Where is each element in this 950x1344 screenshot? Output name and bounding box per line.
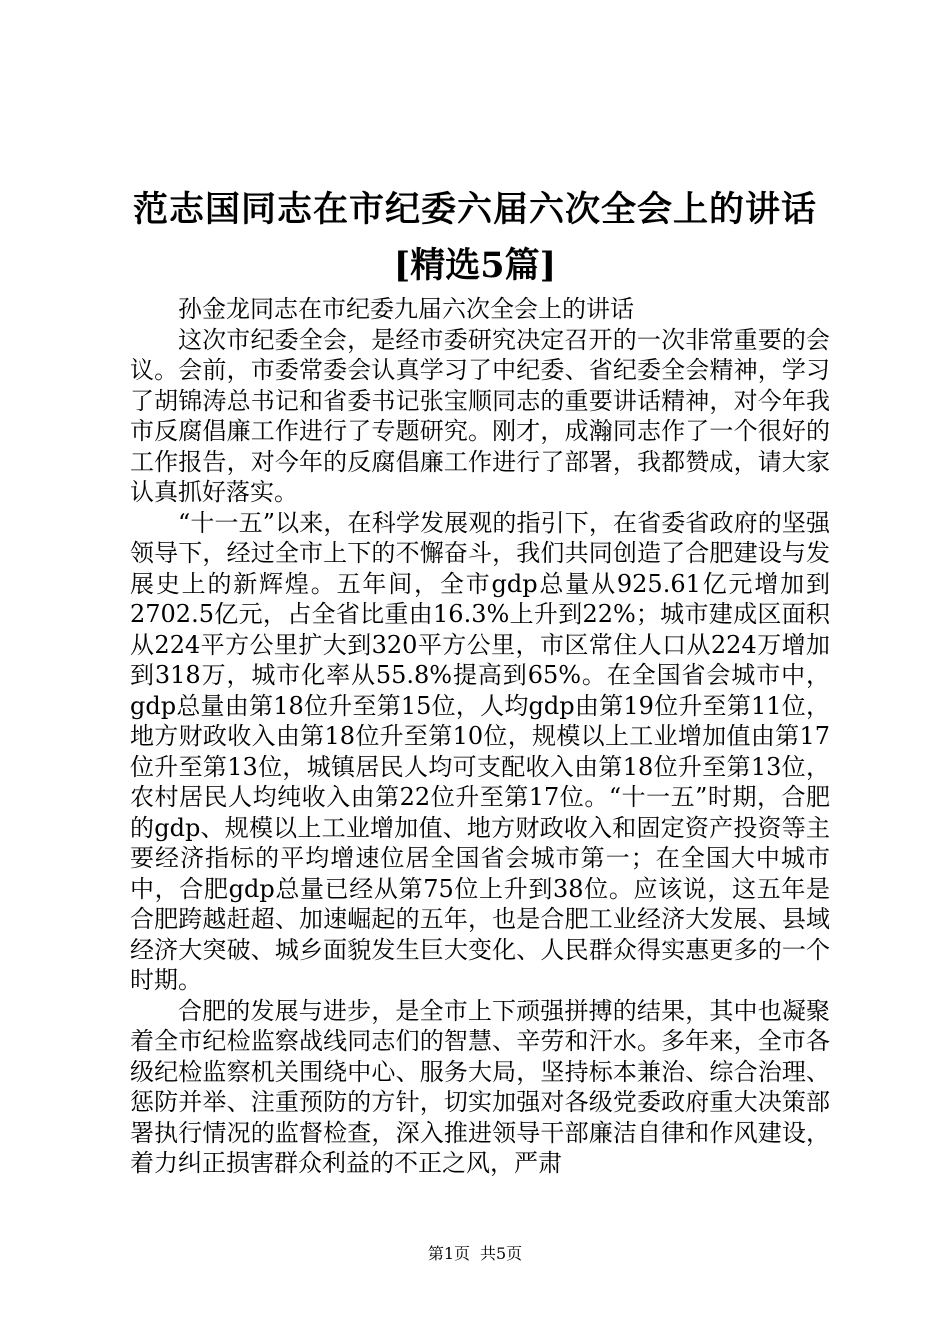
document-body: [130, 294, 830, 1179]
title-block: [0, 182, 950, 294]
document-title: 范志国同志在市纪委六届六次全会上的讲话: [132, 189, 817, 230]
body-paragraph: 这次市纪委全会，是经市委研究决定召开的一次非常重要的会议。会前，市委常委会认真学习了中纪委、省纪委全会精神，学习了胡锦涛总书记和省委书记张宝顺同志的重要讲话精神，对今年我市反腐倡廉工作进行了专题研究。刚才，成瀚同志作了一个很好的工作报告，对今年的反腐倡廉工作进行了部署，我都赞成，请大家认真抓好落实。: [130, 325, 830, 506]
page-footer: [0, 1244, 950, 1264]
body-paragraph: “十一五”以来，在科学发展观的指引下，在省委省政府的坚强领导下，经过全市上下的不懈奋斗，我们共同创造了合肥建设与发展史上的新辉煌。五年间，全市gdp总量从925.61亿元增加到2702.5亿元，占全省比重由16.3%上升到22%；城市建成区面积从224平方公里扩大到320平方公里，市区常住人口从224万增加到318万，城市化率从55.8%提高到65%。在全国省会城市中，gdp总量由第18位升至第15位，人均gdp由第19位升至第11位，地方财政收入由第18位升至第10位，规模以上工业增加值由第17位升至第13位，城镇居民人均可支配收入由第18位升至第13位，农村居民人均纯收入由第22位升至第17位。“十一五”时期，合肥的gdp、规模以上工业增加值、地方财政收入和固定资产投资等主要经济指标的平均增速位居全国省会城市第一；在全国大中城市中，合肥gdp总量已经从第75位上升到38位。应该说，这五年是合肥跨越赶超、加速崛起的五年，也是合肥工业经济大发展、县域经济大突破、城乡面貌发生巨大变化、人民群众得实惠更多的一个时期。: [130, 508, 830, 994]
document-subtitle: [精选5篇]: [393, 245, 557, 286]
body-paragraph-heading: 孙金龙同志在市纪委九届六次全会上的讲话: [178, 295, 634, 323]
body-paragraph: 合肥的发展与进步，是全市上下顽强拼搏的结果，其中也凝聚着全市纪检监察战线同志们的智慧、辛劳和汗水。多年来，全市各级纪检监察机关围绕中心、服务大局，坚持标本兼治、综合治理、惩防并举、注重预防的方针，切实加强对各级党委政府重大决策部署执行情况的监督检查，深入推进领导干部廉洁自律和作风建设，着力纠正损害群众利益的不正之风，严肃: [130, 996, 830, 1177]
page-total: 共5页: [480, 1244, 523, 1263]
page-number: 第1页: [427, 1244, 470, 1263]
